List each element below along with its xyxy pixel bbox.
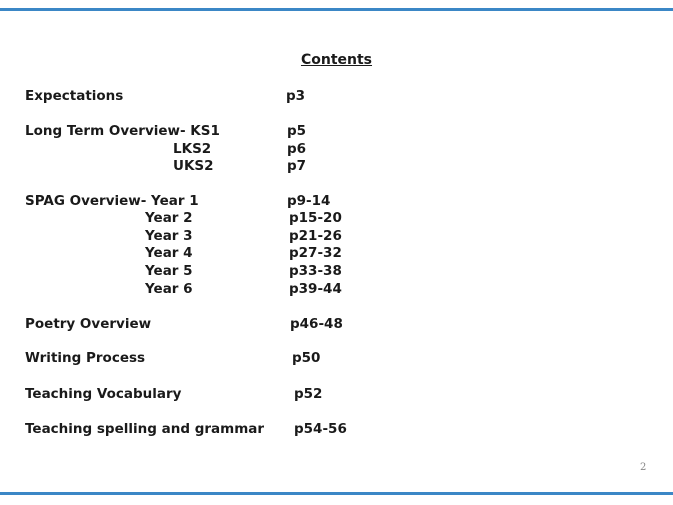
bottom-rule (0, 492, 673, 495)
entry-lto-ks1-label: Long Term Overview- KS1 (25, 123, 220, 139)
entry-lto-lks2-label: LKS2 (173, 141, 212, 157)
entry-spag-y5-page: p33-38 (289, 263, 342, 279)
entry-lto-lks2-page: p6 (287, 141, 307, 157)
entry-writing-page: p50 (292, 350, 321, 366)
entry-spag-y6-label: Year 6 (145, 281, 193, 297)
entry-spag-y6-page: p39-44 (289, 281, 342, 297)
entry-spag-y3-label: Year 3 (145, 228, 193, 244)
entry-lto-ks1-page: p5 (287, 123, 307, 139)
entry-poetry-page: p46-48 (290, 316, 343, 332)
page-number: 2 (640, 462, 647, 473)
contents-title: Contents (300, 52, 373, 68)
entry-spag-y4-page: p27-32 (289, 245, 342, 261)
entry-spag-y2-page: p15-20 (289, 210, 342, 226)
entry-spag-y4-label: Year 4 (145, 245, 193, 261)
entry-spag-y3-page: p21-26 (289, 228, 342, 244)
entry-spelling-label: Teaching spelling and grammar (25, 421, 265, 437)
entry-poetry-label: Poetry Overview (25, 316, 152, 332)
top-rule (0, 8, 673, 11)
entry-lto-uks2-page: p7 (287, 158, 307, 174)
entry-spag-y5-label: Year 5 (145, 263, 193, 279)
entry-spag-y1-label: SPAG Overview- Year 1 (25, 193, 199, 209)
entry-spag-y1-page: p9-14 (287, 193, 331, 209)
entry-vocab-label: Teaching Vocabulary (25, 386, 182, 402)
entry-spelling-page: p54-56 (294, 421, 347, 437)
entry-writing-label: Writing Process (25, 350, 146, 366)
entry-spag-y2-label: Year 2 (145, 210, 193, 226)
entry-lto-uks2-label: UKS2 (173, 158, 214, 174)
entry-expectations-page: p3 (286, 88, 306, 104)
entry-vocab-page: p52 (294, 386, 323, 402)
entry-expectations-label: Expectations (25, 88, 124, 104)
